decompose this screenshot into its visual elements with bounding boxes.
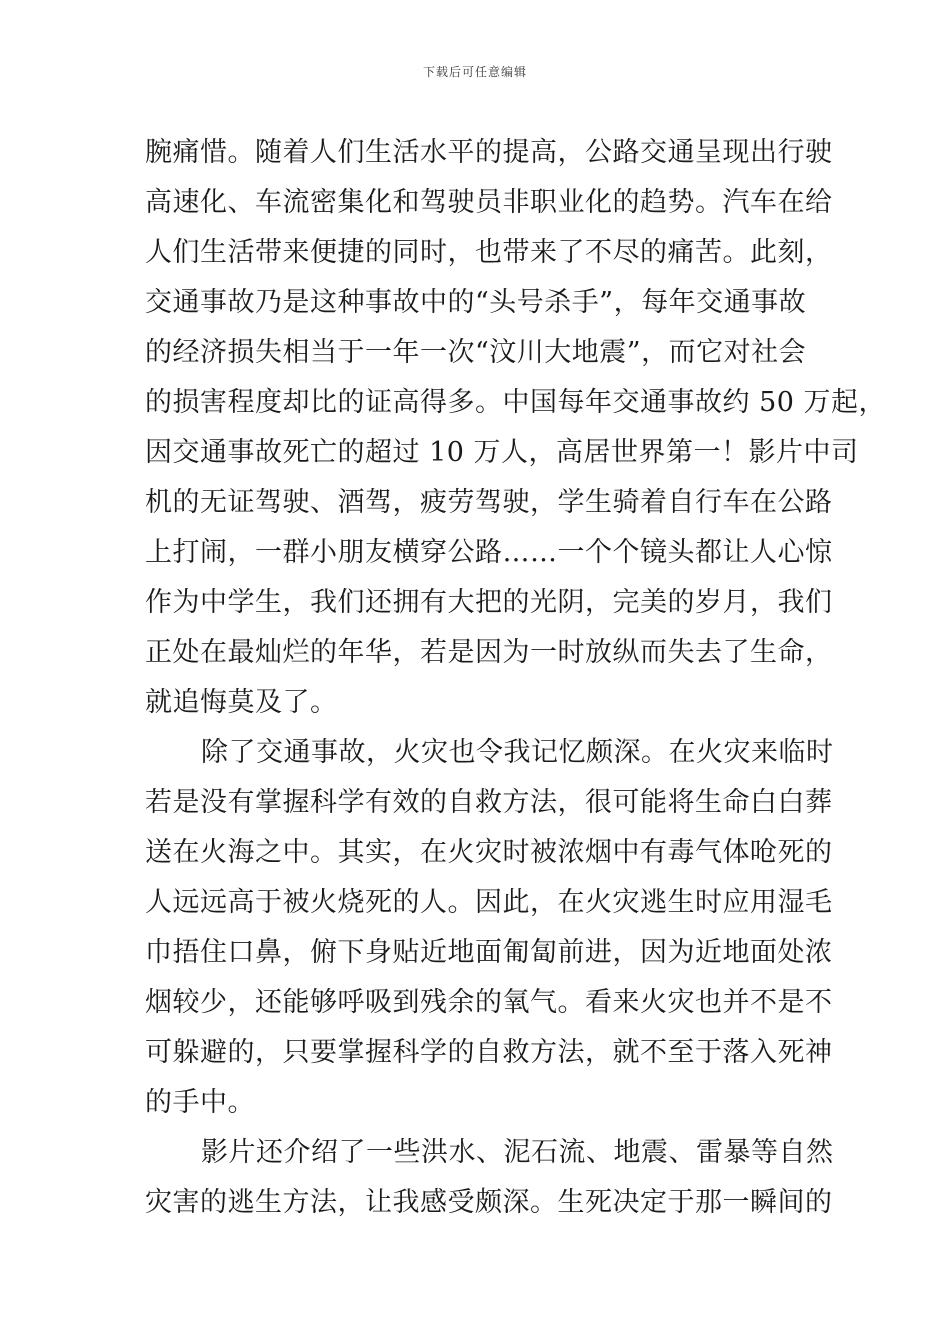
text-line: 机的无证驾驶、酒驾，疲劳驾驶，学生骑着自行车在公路 (145, 487, 833, 518)
text-line: 灾害的逃生方法，让我感受颇深。生死决定于那一瞬间的 (145, 1187, 833, 1218)
text-line: 正处在最灿烂的年华，若是因为一时放纵而失去了生命， (145, 637, 833, 668)
paragraph (145, 728, 834, 1128)
text-line: 的损害程度却比的证高得多。中国每年交通事故约 50 万起， (145, 387, 887, 418)
text-line: 交通事故乃是这种事故中的“头号杀手”，每年交通事故 (145, 287, 807, 318)
text-line: 可躲避的，只要掌握科学的自救方法，就不至于落入死神 (145, 1037, 833, 1068)
text-line: 的经济损失相当于一年一次“汶川大地震”，而它对社会 (145, 337, 807, 368)
text-line: 腕痛惜。随着人们生活水平的提高，公路交通呈现出行驶 (145, 137, 833, 168)
text-line: 高速化、车流密集化和驾驶员非职业化的趋势。汽车在给 (145, 187, 833, 218)
text-line: 上打闹，一群小朋友横穿公路……一个个镜头都让人心惊 (145, 537, 833, 568)
text-line: 若是没有掌握科学有效的自救方法，很可能将生命白白葬 (145, 787, 833, 818)
document-body (145, 128, 887, 1228)
text-line: 影片还介绍了一些洪水、泥石流、地震、雷暴等自然 (201, 1137, 834, 1168)
text-line: 的手中。 (145, 1087, 255, 1118)
text-line: 除了交通事故，火灾也令我记忆颇深。在火灾来临时 (201, 737, 834, 768)
page-header: 下载后可任意编辑 (422, 65, 527, 79)
text-line: 因交通事故死亡的超过 10 万人，高居世界第一！影片中司 (145, 437, 859, 468)
text-line: 作为中学生，我们还拥有大把的光阴，完美的岁月，我们 (145, 587, 833, 618)
text-line: 巾捂住口鼻，俯下身贴近地面匍匐前进，因为近地面处浓 (145, 937, 833, 968)
text-line: 人远远高于被火烧死的人。因此，在火灾逃生时应用湿毛 (145, 887, 833, 918)
text-line: 人们生活带来便捷的同时，也带来了不尽的痛苦。此刻， (145, 237, 833, 268)
paragraph (145, 128, 887, 728)
text-line: 就追悔莫及了。 (145, 687, 338, 718)
text-line: 烟较少，还能够呼吸到残余的氧气。看来火灾也并不是不 (145, 987, 833, 1018)
text-line: 送在火海之中。其实，在火灾时被浓烟中有毒气体呛死的 (145, 837, 833, 868)
paragraph (145, 1128, 834, 1228)
